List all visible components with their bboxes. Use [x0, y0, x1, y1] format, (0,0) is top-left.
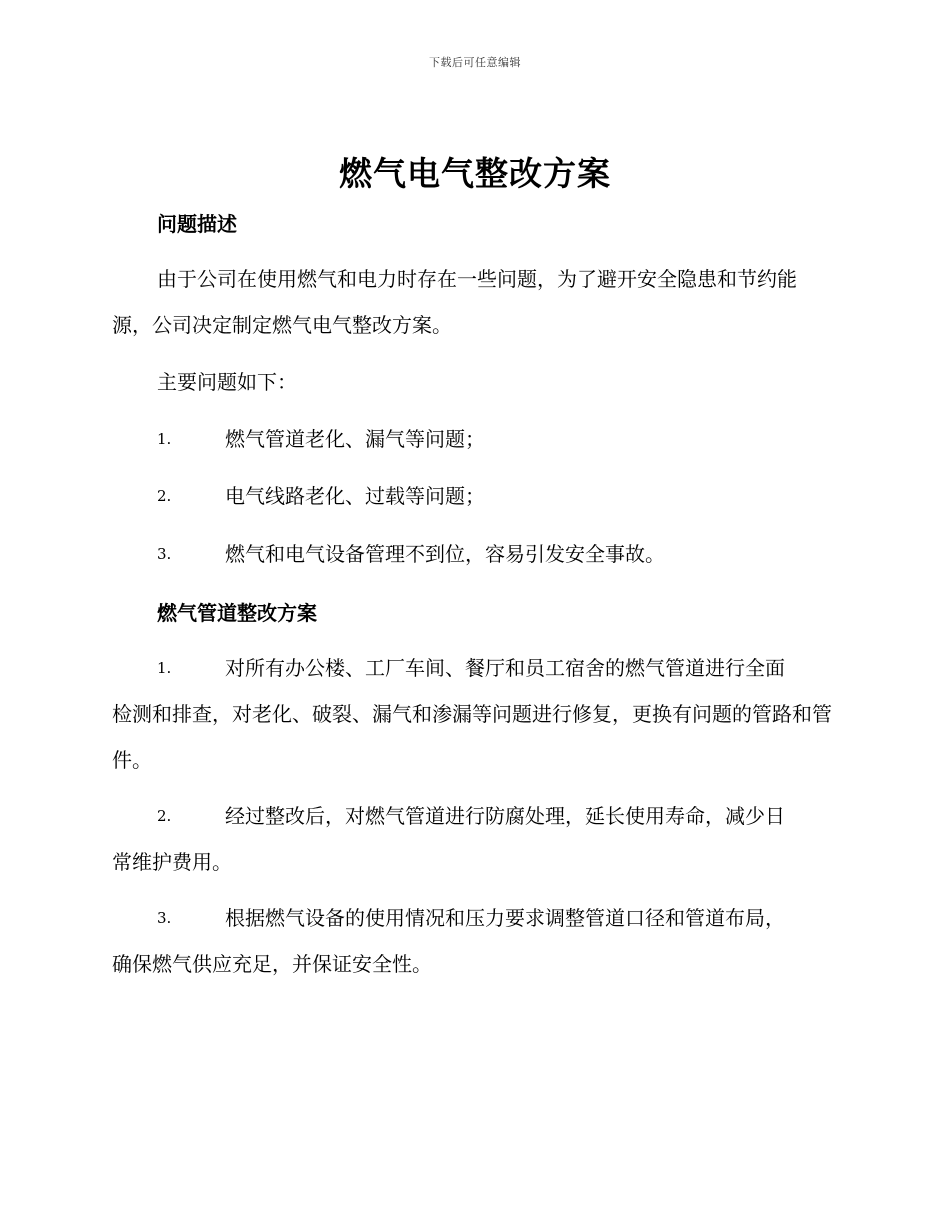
intro-paragraph: 由于公司在使用燃气和电力时存在一些问题，为了避开安全隐患和节约能源，公司决定制定燃气电气整改方案。 [112, 267, 797, 337]
list-item-number: 2. [157, 807, 172, 825]
list-item-number: 2. [157, 487, 172, 505]
list-item [112, 654, 832, 783]
list-item-continuation: 确保燃气供应充足，并保证安全性。 [112, 952, 432, 976]
list-item-continuation: 常维护费用。 [112, 850, 232, 874]
document-title: 燃气电气整改方案 [339, 154, 611, 193]
section-heading-gas-pipeline: 燃气管道整改方案 [157, 601, 317, 625]
list-item-number: 3. [157, 545, 172, 563]
list-item-text: 根据燃气设备的使用情况和压力要求调整管道口径和管道布局， [225, 906, 785, 930]
list-item-text: 燃气管道老化、漏气等问题； [225, 427, 485, 451]
list-item [112, 904, 832, 987]
list-intro: 主要问题如下： [157, 370, 297, 394]
list-item-text: 电气线路老化、过载等问题； [225, 484, 485, 508]
list-item-continuation: 检测和排查，对老化、破裂、漏气和渗漏等问题进行修复，更换有问题的管路和管件。 [112, 702, 832, 772]
page-header-note: 下载后可任意编辑 [429, 56, 521, 69]
list-item-number: 1. [157, 659, 172, 677]
list-item-text: 经过整改后，对燃气管道进行防腐处理，延长使用寿命，减少日 [225, 804, 785, 828]
section-heading-problem: 问题描述 [157, 212, 237, 236]
list-item-text: 燃气和电气设备管理不到位，容易引发安全事故。 [225, 542, 665, 566]
list-item-number: 1. [157, 430, 172, 448]
list-item [112, 802, 832, 885]
list-item-text: 对所有办公楼、工厂车间、餐厅和员工宿舍的燃气管道进行全面 [225, 656, 785, 680]
list-item-number: 3. [157, 909, 172, 927]
